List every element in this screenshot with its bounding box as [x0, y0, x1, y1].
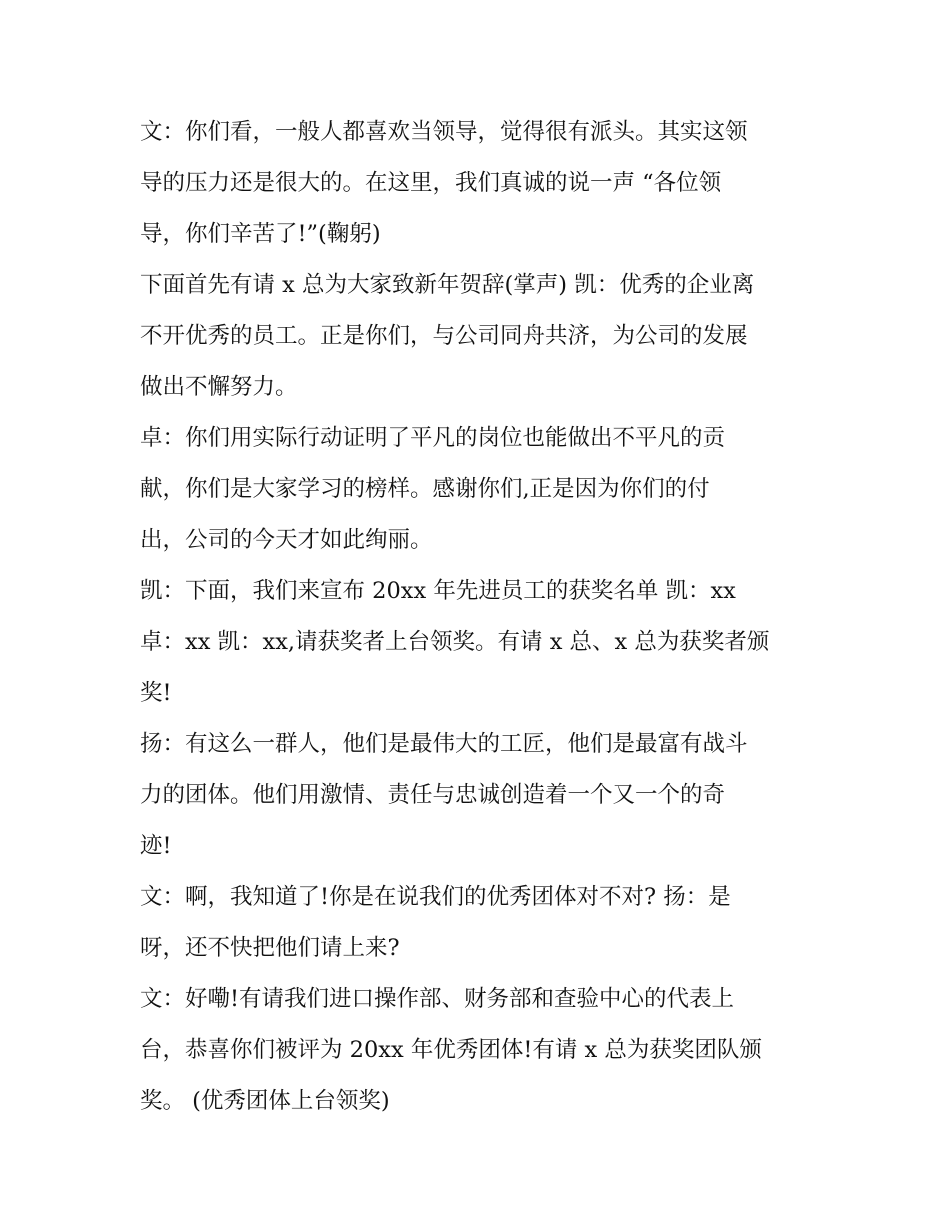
text-line: 导的压力还是很大的。在这里，我们真诚的说一声 “各位领 — [140, 170, 722, 196]
text-line: 凯：下面，我们来宣布 20xx 年先进员工的获奖名单 凯：xx — [140, 578, 736, 604]
text-line: 台，恭喜你们被评为 20xx 年优秀团体!有请 x 总为获奖团队颁 — [140, 1037, 762, 1063]
text-line: 做出不懈努力。 — [140, 374, 298, 400]
text-line: 献，你们是大家学习的榜样。感谢你们,正是因为你们的付 — [140, 476, 710, 502]
text-line: 导，你们辛苦了!”(鞠躬) — [140, 221, 381, 247]
text-line: 文：好嘞!有请我们进口操作部、财务部和查验中心的代表上 — [140, 986, 735, 1012]
text-line: 文：你们看，一般人都喜欢当领导，觉得很有派头。其实这领 — [140, 119, 748, 145]
text-line: 力的团体。他们用激情、责任与忠诚创造着一个又一个的奇 — [140, 782, 726, 808]
text-line: 卓：xx 凯：xx,请获奖者上台领奖。有请 x 总、x 总为获奖者颁 — [140, 629, 770, 655]
text-line: 文：啊，我知道了!你是在说我们的优秀团体对不对? 扬：是 — [140, 884, 731, 910]
text-line: 下面首先有请 x 总为大家致新年贺辞(掌声) 凯：优秀的企业离 — [140, 272, 755, 298]
text-line: 呀，还不快把他们请上来? — [140, 935, 400, 961]
text-line: 卓：你们用实际行动证明了平凡的岗位也能做出不平凡的贡 — [140, 425, 726, 451]
text-line: 奖! — [140, 680, 172, 706]
text-line: 出，公司的今天才如此绚丽。 — [140, 527, 433, 553]
text-line: 迹! — [140, 833, 172, 859]
text-line: 扬：有这么一群人，他们是最伟大的工匠，他们是最富有战斗 — [140, 731, 748, 757]
document-body — [140, 107, 820, 1127]
text-line: 不开优秀的员工。正是你们，与公司同舟共济，为公司的发展 — [140, 323, 748, 349]
text-line: 奖。 (优秀团体上台领奖) — [140, 1088, 390, 1114]
